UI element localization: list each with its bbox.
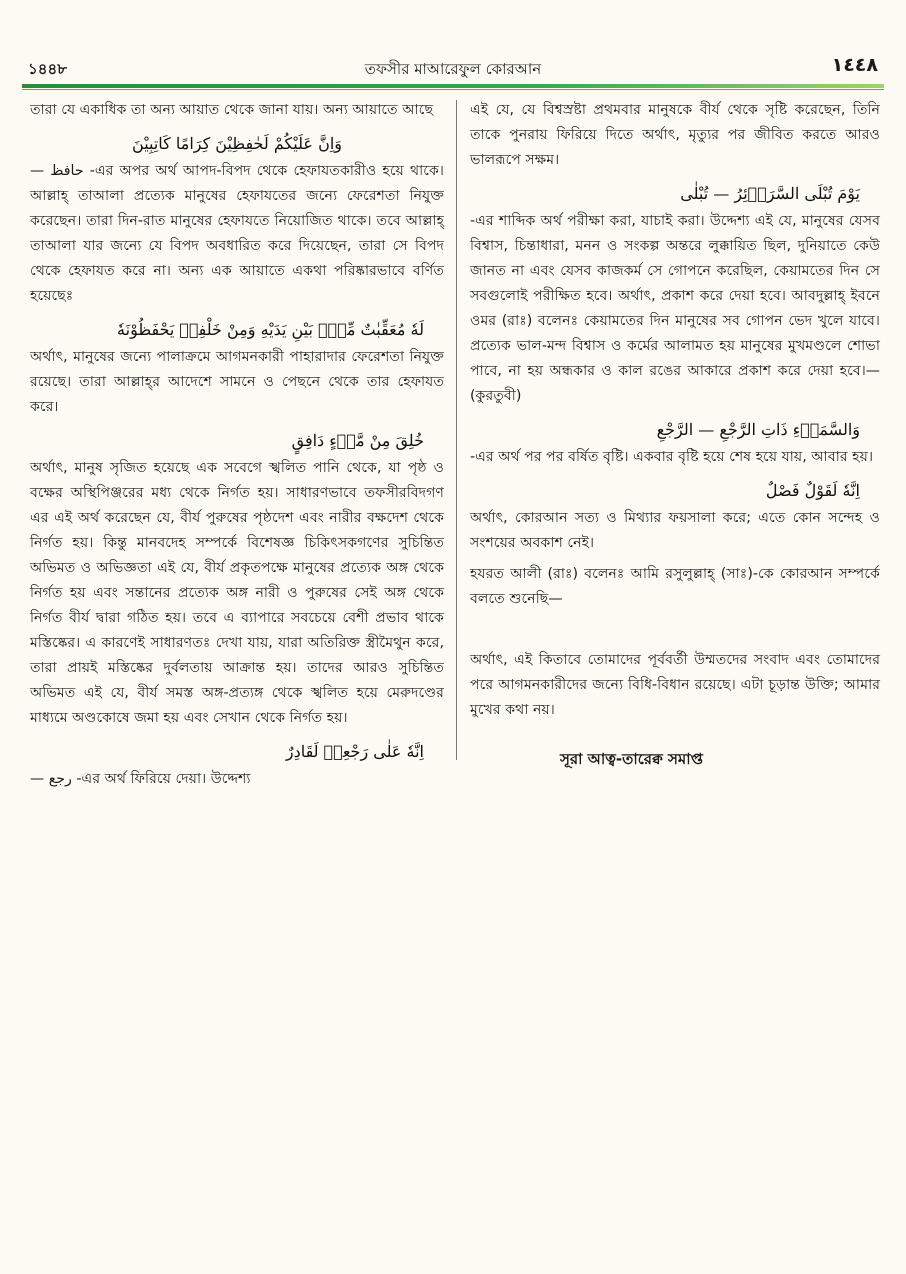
arabic-verse: اِنَّهٗ عَلٰى رَجْعِهٖ لَقَادِرٌ — [285, 742, 424, 761]
surah-end-note: সূরা আত্ব-তারেক্ব সমাপ্ত — [560, 750, 703, 768]
paragraph: এই যে, যে বিশ্বস্রষ্টা প্রথমবার মানুষকে বীর্য থেকে সৃষ্টি করেছেন, তিনি তাকে পুনরায় ফিরিয়ে দিতে অর্থাৎ, মৃত্যুর পর জীবিত করতে আরও ভালরূপে সক্ষম। — [470, 102, 880, 168]
paragraph: হযরত আলী (রাঃ) বলেনঃ আমি রসুলুল্লাহ্ (সাঃ)-কে কোরআন সম্পর্কে বলতে শুনেছি— — [470, 566, 880, 607]
paragraph: তারা যে একাধিক তা অন্য আয়াত থেকে জানা যায়। অন্য আয়াতে আছে — [30, 102, 434, 118]
arabic-verse: اِنَّهٗ لَقَوْلٌ فَصْلٌ — [765, 481, 860, 500]
header-rule-thin — [22, 89, 884, 90]
arabic-verse: خُلِقَ مِنْ مَّاۤءٍ دَافِقٍ — [291, 431, 424, 450]
paragraph: অর্থাৎ, এই কিতাবে তোমাদের পূর্ববর্তী উম্মতদের সংবাদ এবং তোমাদের পরে আগমনকারীদের জন্যে বিধি-বিধান রয়েছে। এটা চূড়ান্ত উক্তি; আমার মুখের কথা নয়। — [470, 652, 880, 718]
running-title: তফসীর মাআরেফুল কোরআন — [364, 60, 542, 78]
paragraph: অর্থাৎ, মানুষ সৃজিত হয়েছে এক সবেগে স্খলিত পানি থেকে, যা পৃষ্ঠ ও বক্ষের অস্থিপিঞ্জরের মধ্য থেকে নির্গত হয়। সাধারণভাবে তফসীরবিদগণ এর এই অর্থ করেছেন যে, বীর্য পুরুষের পৃষ্ঠদেশ এবং নারীর বক্ষদেশ থেকে নির্গত হয়। কিন্তু মানবদেহ সম্পর্কে বিশেষজ্ঞ চিকিৎসকগণের সুচিন্তিত অভিমত ও অভিজ্ঞতা এই যে, বীর্য প্রকৃতপক্ষে মানুষের প্রত্যেক অঙ্গ থেকে নির্গত হয় এবং সন্তানের প্রত্যেক অঙ্গ নারী ও পুরুষের সেই অঙ্গ থেকে নির্গত বীর্য দ্বারা গঠিত হয়। তবে এ ব্যাপারে সবচেয়ে বেশী প্রভাব থাকে মস্তিষ্কের। এ কারণেই সাধারণতঃ দেখা যায়, যারা অতিরিক্ত স্ত্রীমৈথুন করে, তারা প্রায়ই মস্তিষ্কের দুর্বলতায় আক্রান্ত হয়। তাদের আরও সুচিন্তিত অভিমত এই যে, বীর্য সমস্ত অঙ্গ-প্রত্যঙ্গ থেকে স্খলিত হয়ে মেরুদণ্ডের মাধ্যমে অণ্ডকোষে জমা হয় এবং সেখান থেকে নির্গত হয়। — [30, 460, 444, 726]
paragraph: -এর শাব্দিক অর্থ পরীক্ষা করা, যাচাই করা। উদ্দেশ্য এই যে, মানুষের যেসব বিশ্বাস, চিন্তাধারা, মনন ও সংকল্প অন্তরে লুক্কায়িত ছিল, দুনিয়াতে কেউ জানত না এবং যেসব কাজকর্ম সে গোপনে করেছিল, কেয়ামতের দিন সে সবগুলোই পরীক্ষিত হবে। অর্থাৎ, প্রকাশ করে দেয়া হবে। আবদুল্লাহ্ ইবনে ওমর (রাঃ) বলেনঃ কেয়ামতের দিন মানুষের সব গোপন ভেদ খুলে যাবে। প্রত্যেক ভাল-মন্দ বিশ্বাস ও কর্মের আলামত হয় মানুষের মুখমণ্ডলে শোভা পাবে, না হয় অন্ধকার ও কাল রঙের আকারে প্রকাশ করে দেয়া হবে।— (কুরতুবী) — [470, 213, 880, 404]
column-divider — [456, 100, 457, 760]
paragraph: -এর অর্থ পর পর বর্ষিত বৃষ্টি। একবার বৃষ্টি হয়ে শেষ হয়ে যায়, আবার হয়। — [470, 449, 874, 465]
page-header — [22, 52, 884, 80]
page-number-bengali: ১৪৪৮ — [28, 60, 67, 78]
paragraph: — رجع -এর অর্থ ফিরিয়ে দেয়া। উদ্দেশ্য — [30, 771, 251, 787]
blank-space — [470, 618, 880, 648]
paragraph: — حافظ -এর অপর অর্থ আপদ-বিপদ থেকে হেফাযতকারীও হয়ে থাকে। আল্লাহ্ তাআলা প্রত্যেক মানুষের হেফাযতের জন্যে ফেরেশতা নিযুক্ত করেছেন। তারা দিন-রাত মানুষের হেফাযতে নিয়োজিত থাকে। তবে আল্লাহ্ তাআলা যার জন্যে যে বিপদ অবধারিত করে দিয়েছেন, তারা সে বিপদ থেকে হেফাযত করে না। অন্য এক আয়াতে একথা পরিষ্কারভাবে বর্ণিত হয়েছেঃ — [30, 163, 444, 304]
arabic-verse: لَهٗ مُعَقِّبٰتٌ مِّنْۢ بَيْنِ يَدَيْهِ وَمِنْ خَلْفِهٖ يَحْفَظُوْنَهٗ — [117, 320, 424, 339]
left-column — [30, 98, 444, 798]
page-number-arabic: ١٤٤٨ — [831, 54, 878, 76]
right-column — [470, 98, 880, 729]
paragraph: অর্থাৎ, মানুষের জন্যে পালাক্রমে আগমনকারী পাহারাদার ফেরেশতা নিযুক্ত রয়েছে। তারা আল্লাহ্‌র আদেশে সামনে ও পেছনে থেকে তার হেফাযত করে। — [30, 349, 444, 415]
paragraph: অর্থাৎ, কোরআন সত্য ও মিথ্যার ফয়সালা করে; এতে কোন সন্দেহ ও সংশয়ের অবকাশ নেই। — [470, 510, 880, 551]
arabic-verse: وَالسَّمَاۤءِ ذَاتِ الرَّجْعِ — الرَّجْعِ — [656, 420, 860, 439]
arabic-verse: وَاِنَّ عَلَيْكُمْ لَحٰفِظِيْنَ كِرَامًا كَاتِبِيْنَ — [132, 134, 342, 153]
arabic-verse: يَوْمَ تُبْلَى السَّرَاۤئِرُ — تُبْلٰى — [680, 184, 860, 203]
header-rule — [22, 84, 884, 88]
